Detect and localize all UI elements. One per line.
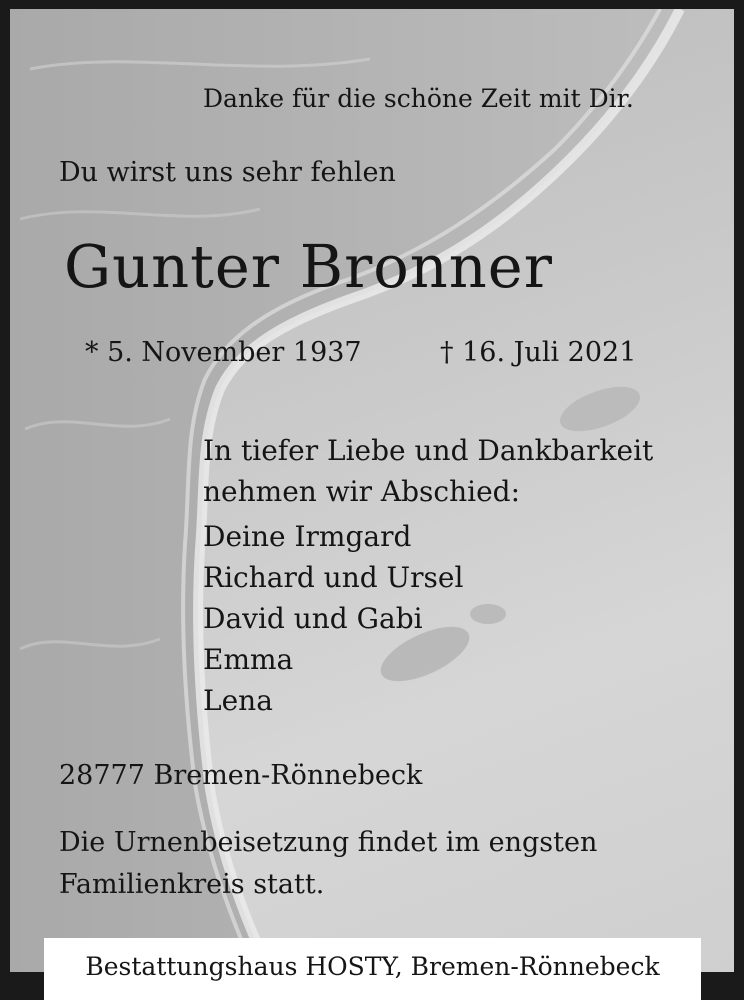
birth-date: * 5. November 1937 [85,337,362,368]
deceased-name: Gunter Bronner [64,232,553,301]
farewell-line-2: nehmen wir Abschied: [203,475,521,508]
location-line: 28777 Bremen-Rönnebeck [59,760,423,791]
quote-line: Danke für die schöne Zeit mit Dir. [203,84,634,113]
funeral-home-label: Bestattungshaus HOSTY, Bremen-Rönnebeck [85,952,660,981]
burial-line-2: Familienkreis statt. [59,869,325,900]
death-date: † 16. Juli 2021 [440,337,637,368]
footer-bar [44,938,701,1000]
mourner-item: Lena [203,684,273,717]
miss-line: Du wirst uns sehr fehlen [59,157,396,188]
burial-line-1: Die Urnenbeisetzung findet im engsten [59,827,598,858]
mourner-item: David und Gabi [203,602,423,635]
mourner-item: Deine Irmgard [203,520,412,553]
mourner-item: Richard und Ursel [203,561,464,594]
mourner-item: Emma [203,643,294,676]
farewell-line-1: In tiefer Liebe und Dankbarkeit [203,434,654,467]
